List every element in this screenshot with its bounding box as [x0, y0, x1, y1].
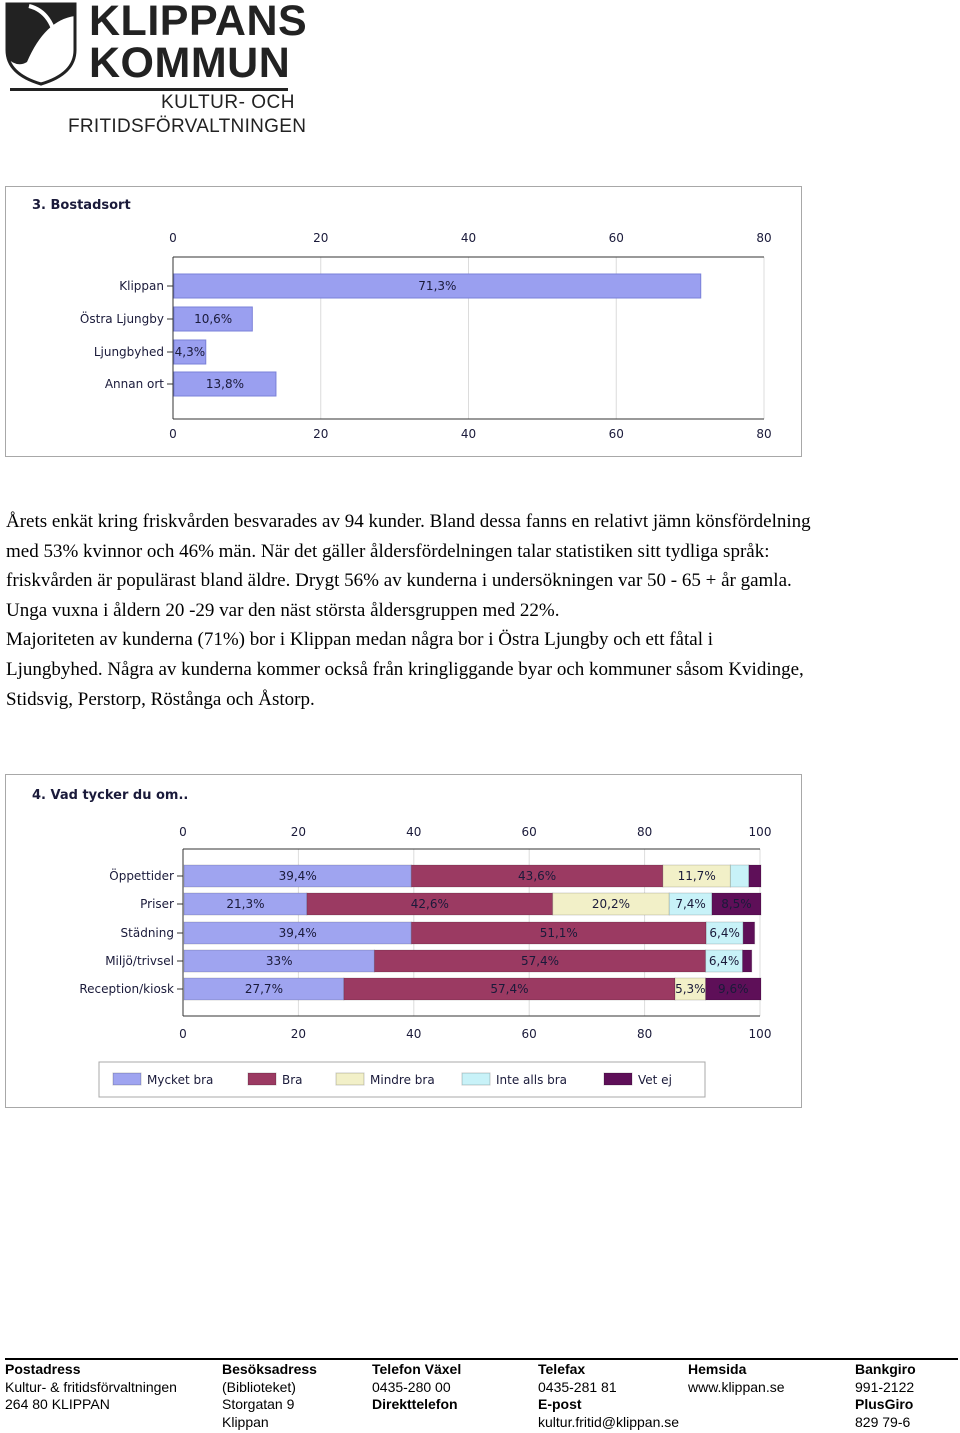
- segment-value-label: 43,6%: [518, 869, 557, 883]
- segment-value-label: 20,2%: [591, 897, 631, 911]
- segment-value-label: 57,4%: [490, 982, 529, 996]
- legend-swatch: [248, 1073, 276, 1085]
- logo-divider: [10, 88, 288, 91]
- paragraph-line: Stidsvig, Perstorp, Röstånga och Åstorp.: [6, 688, 315, 710]
- x-tick-label-top: 60: [521, 825, 537, 839]
- x-tick-label-bottom: 60: [608, 427, 624, 441]
- x-tick-label-top: 60: [608, 231, 624, 245]
- paragraph-line: Ljungbyhed. Några av kunderna kommer också från kringliggande byar och kommuner såsom Kvidinge,: [6, 658, 804, 680]
- footer-text: Kultur- & fritidsförvaltningen: [5, 1378, 177, 1395]
- chart-vad-tycker-du-om: [5, 774, 802, 1108]
- segment-value-label: 39,4%: [278, 926, 317, 940]
- segment-value-label: 27,7%: [244, 982, 283, 996]
- segment-value-label: 21,3%: [226, 897, 265, 911]
- logo-subtitle-line1: KULTUR- OCH: [161, 92, 295, 113]
- klippans-kommun-logo: [5, 0, 308, 140]
- footer-heading: E-post: [538, 1396, 582, 1412]
- logo-name-line2: KOMMUN: [89, 39, 291, 87]
- stacked-bar-segment: [749, 865, 761, 887]
- legend-label: Mindre bra: [370, 1073, 435, 1087]
- x-tick-label-top: 20: [313, 231, 329, 245]
- x-tick-label-top: 100: [748, 825, 772, 839]
- footer-text: Klippan: [222, 1413, 269, 1430]
- x-tick-label-top: 20: [290, 825, 307, 839]
- category-label: Priser: [140, 897, 174, 911]
- x-tick-label-bottom: 80: [756, 427, 772, 441]
- x-tick-label-bottom: 0: [179, 1027, 187, 1041]
- segment-value-label: 6,4%: [709, 926, 740, 940]
- paragraph-line: friskvården är populärast bland äldre. Drygt 56% av kunderna i undersökningen var 50 - 65 + år gamla.: [6, 570, 792, 592]
- x-tick-label-bottom: 0: [169, 427, 177, 441]
- footer-email-link[interactable]: kultur.fritid@klippan.se: [538, 1413, 680, 1430]
- legend-swatch: [336, 1073, 364, 1085]
- footer-text: (Biblioteket): [222, 1378, 296, 1395]
- legend-swatch: [462, 1073, 490, 1085]
- paragraph-line: med 53% kvinnor och 46% män. När det gäller åldersfördelningen talar statistiken sitt tydliga språk:: [6, 540, 770, 562]
- footer-text: Storgatan 9: [222, 1396, 295, 1412]
- segment-value-label: 5,3%: [675, 982, 706, 996]
- footer-heading: Besöksadress: [222, 1361, 317, 1377]
- category-label: Östra Ljungby: [79, 312, 164, 326]
- chart-title: 4. Vad tycker du om..: [32, 788, 189, 803]
- footer-heading: PlusGiro: [855, 1396, 914, 1412]
- x-tick-label-bottom: 60: [521, 1027, 537, 1041]
- segment-value-label: 39,4%: [278, 869, 317, 883]
- x-tick-label-bottom: 40: [460, 427, 477, 441]
- stacked-bar-segment: [743, 922, 755, 944]
- logo-name-line1: KLIPPANS: [89, 0, 308, 45]
- paragraph-line: Unga vuxna i åldern 20 -29 var den näst största åldersgruppen med 22%.: [6, 599, 560, 621]
- footer-heading: Direkttelefon: [372, 1396, 458, 1412]
- bar-value-label: 71,3%: [418, 279, 457, 293]
- x-tick-label-top: 80: [756, 231, 772, 245]
- legend-label: Vet ej: [638, 1073, 672, 1087]
- footer-text: 0435-280 00: [372, 1378, 451, 1395]
- segment-value-label: 6,4%: [708, 954, 740, 968]
- footer-besoksadress: [222, 1361, 317, 1431]
- stacked-bar-segment: [743, 950, 752, 972]
- chart-title: 3. Bostadsort: [32, 198, 131, 213]
- bar-value-label: 4,3%: [174, 345, 206, 359]
- stacked-bar-segment: [730, 865, 748, 887]
- category-label: Reception/kiosk: [79, 982, 174, 996]
- x-tick-label-top: 80: [636, 825, 653, 839]
- footer-hemsida: [688, 1361, 785, 1396]
- category-label: Städning: [120, 926, 174, 940]
- category-label: Miljö/trivsel: [105, 954, 174, 968]
- footer-bankgiro: [855, 1361, 916, 1431]
- category-label: Annan ort: [104, 377, 164, 391]
- bar-value-label: 10,6%: [194, 312, 233, 326]
- coat-of-arms-icon: [5, 2, 77, 86]
- footer-telefax: [538, 1361, 679, 1431]
- footer-text: 829 79-6: [855, 1413, 911, 1430]
- category-label: Öppettider: [109, 869, 174, 883]
- body-paragraph: [6, 507, 956, 714]
- footer-text: 0435-281 81: [538, 1378, 617, 1395]
- paragraph-line: Årets enkät kring friskvården besvarades av 94 kunder. Bland dessa fanns en relativt jämn könsfördelning: [6, 511, 811, 532]
- segment-value-label: 57,4%: [520, 954, 560, 968]
- legend-label: Inte alls bra: [496, 1073, 568, 1087]
- chart-bostadsort: [5, 186, 802, 457]
- segment-value-label: 7,4%: [675, 897, 706, 911]
- footer-heading: Telefax: [538, 1361, 586, 1377]
- legend-swatch: [604, 1073, 632, 1085]
- x-tick-label-top: 0: [179, 825, 187, 839]
- segment-value-label: 33%: [265, 954, 293, 968]
- x-tick-label-bottom: 40: [406, 1027, 422, 1041]
- segment-value-label: 11,7%: [677, 869, 716, 883]
- chart-bostadsort-svg: [6, 187, 801, 456]
- x-tick-label-bottom: 80: [636, 1027, 653, 1041]
- legend-label: Mycket bra: [147, 1073, 214, 1087]
- chart-vad-tycker-du-om-svg: [6, 775, 801, 1107]
- logo-subtitle-line2: FRITIDSFÖRVALTNINGEN: [68, 116, 307, 137]
- bar-value-label: 13,8%: [205, 377, 245, 391]
- footer-telefon: [372, 1361, 461, 1414]
- x-tick-label-bottom: 20: [290, 1027, 307, 1041]
- legend-label: Bra: [282, 1073, 303, 1087]
- footer-heading: Telefon Växel: [372, 1361, 462, 1377]
- footer-divider: [5, 1358, 958, 1360]
- x-tick-label-bottom: 100: [748, 1027, 772, 1041]
- segment-value-label: 42,6%: [410, 897, 449, 911]
- footer-postadress: [5, 1361, 177, 1414]
- footer-website-link[interactable]: www.klippan.se: [688, 1378, 785, 1395]
- segment-value-label: 9,6%: [718, 982, 749, 996]
- footer-heading: Hemsida: [688, 1361, 747, 1377]
- x-tick-label-top: 40: [406, 825, 422, 839]
- x-tick-label-top: 40: [460, 231, 477, 245]
- legend-swatch: [113, 1073, 141, 1085]
- category-label: Klippan: [119, 279, 164, 293]
- segment-value-label: 51,1%: [539, 926, 578, 940]
- footer-text: 264 80 KLIPPAN: [5, 1396, 110, 1412]
- footer-heading: Postadress: [5, 1361, 81, 1377]
- footer-heading: Bankgiro: [855, 1361, 916, 1377]
- segment-value-label: 8,5%: [721, 897, 752, 911]
- category-label: Ljungbyhed: [93, 345, 164, 359]
- x-tick-label-bottom: 20: [313, 427, 329, 441]
- footer-text: 991-2122: [855, 1378, 915, 1395]
- paragraph-line: Majoriteten av kunderna (71%) bor i Klippan medan några bor i Östra Ljungby och ett fåtal i: [6, 629, 713, 651]
- x-tick-label-top: 0: [169, 231, 177, 245]
